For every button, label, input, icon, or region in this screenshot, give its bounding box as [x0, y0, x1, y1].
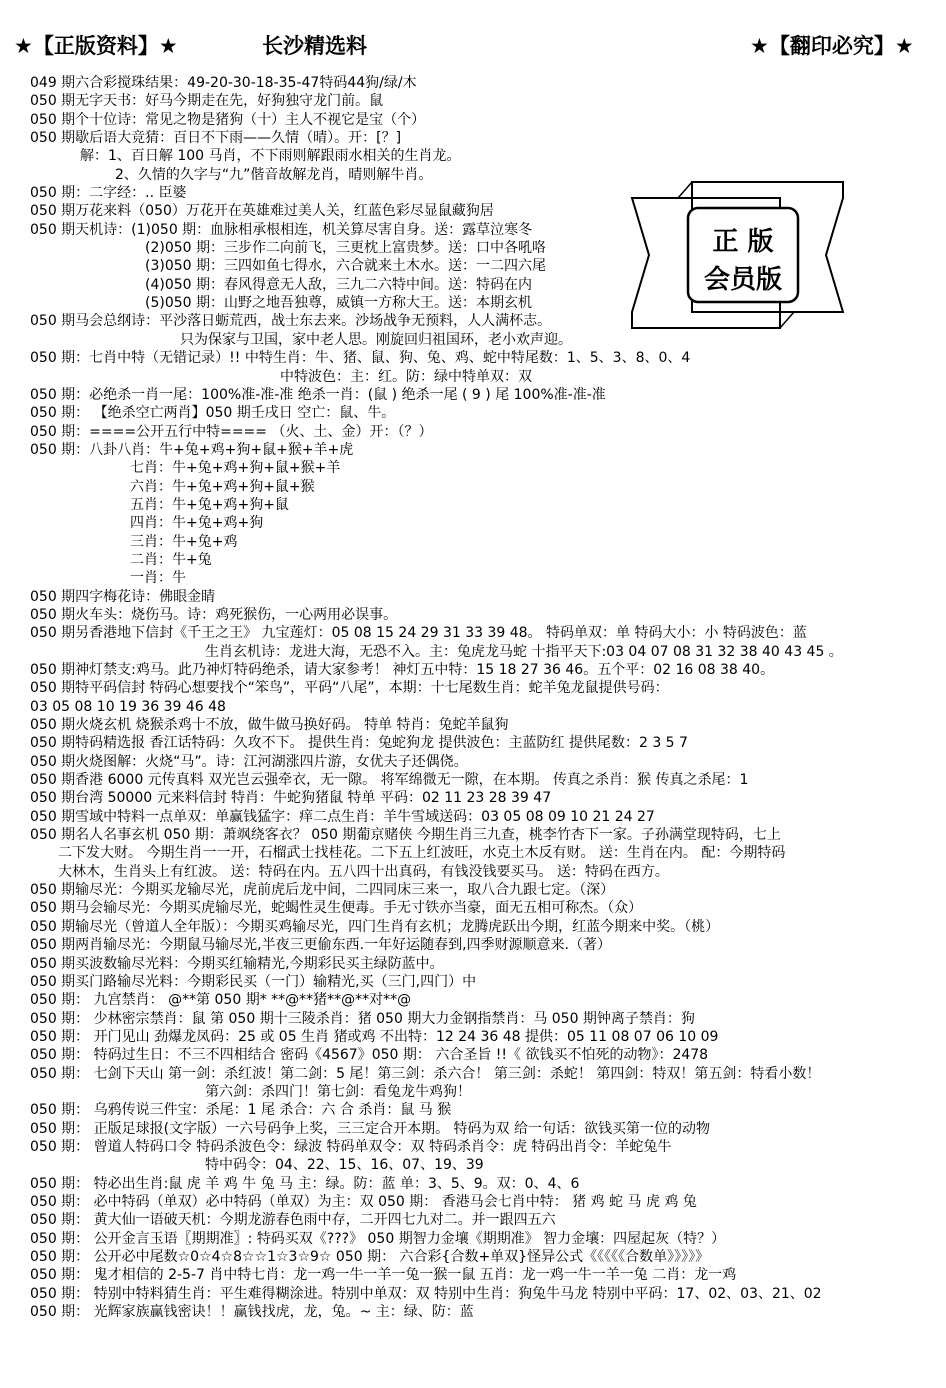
- text-line: 050 期： 乌鸦传说三件宝：杀尾：1 尾 杀合：六 合 杀肖：鼠 马 猴: [30, 1102, 452, 1119]
- page-header: [0, 0, 946, 70]
- text-line: 050 期： 正版足球报(文字版）一六号码争上奖，三三定合开本期。 特码为双 给一句话：欲钱买第一位的动物: [30, 1120, 710, 1137]
- text-line: 特中码令：04、22、15、16、07、19、39: [205, 1157, 484, 1174]
- text-line: 050 期： 必中特码（单双）必中特码（单双）为主：双 050 期： 香港马会七肖中特： 猪 鸡 蛇 马 虎 鸡 兔: [30, 1193, 697, 1210]
- text-line: 第六剑：杀四门！第七剑：看兔龙牛鸡狗！: [205, 1083, 471, 1100]
- text-line: 050 期： 特必出生肖:鼠 虎 羊 鸡 牛 兔 马 主：绿。防：蓝 单：3、5、9。双：0、4、6: [30, 1175, 580, 1192]
- text-line: 050 期神灯禁支:鸡马。此乃神灯特码绝杀，请大家参考！ 神灯五中特：15 18 27 36 46。五个平：02 16 08 38 40。: [30, 662, 775, 678]
- text-line: 050 期买门路输尽光料：今期彩民买（一门）输精光,买（三门,四门）中: [30, 973, 477, 990]
- text-line: 050 期： 开门见山 劲爆龙凤码：25 或 05 生肖 猪或鸡 不出特：12 24 36 48 提供：05 11 08 07 06 10 09: [30, 1028, 719, 1045]
- text-line: 中特波色：主：红。防：绿中特单双：双: [280, 368, 532, 385]
- text-line: 生肖玄机诗：龙进大海，无恐不入。主：兔虎龙马蛇 十指平天下:03 04 07 08 31 32 38 40 43 45 。: [205, 643, 843, 660]
- text-line: 050 期火烧玄机 烧猴杀鸡十不放，做牛做马换好码。 特单 特肖：兔蛇羊鼠狗: [30, 717, 509, 734]
- text-line: 050 期： 【绝杀空亡两肖】050 期壬戌日 空亡：鼠、牛。: [30, 405, 396, 422]
- text-line: 050 期：====公开五行中特==== （火、土、金）开：（？）: [30, 423, 433, 440]
- text-line: 050 期： 九宫禁肖： @**第 050 期* **@**猪**@**对**@: [30, 992, 412, 1009]
- text-line: 050 期： 少林密宗禁肖：鼠 第 050 期十三陵杀肖：猪 050 期大力金钢指禁肖：马 050 期钟离子禁肖：狗: [30, 1010, 695, 1027]
- text-line: 050 期输尽光：今期买龙输尽光，虎前虎后龙中间，二四同床三来一，取八合九跟七定。（深）: [30, 882, 615, 899]
- text-line: 050 期另香港地下信封《千王之王》 九宝莲灯：05 08 15 24 29 31 33 39 48。 特码单双：单 特码大小：小 特码波色：蓝: [30, 625, 807, 642]
- text-line: (5)050 期：山野之地吾独尊，威镇一方称大王。送：本期玄机: [145, 295, 533, 312]
- text-line: 050 期： 曾道人特码口令 特码杀波色令：绿波 特码单双令：双 特码杀肖令：虎 特码出肖令：羊蛇兔牛: [30, 1138, 672, 1155]
- text-line: 050 期台湾 50000 元来料信封 特肖：牛蛇狗猪鼠 特单 平码：02 11 23 28 39 47: [30, 790, 552, 807]
- text-line: 050 期火烧图解：火烧“马”。诗：江河湖涨四片游，女优夫子还偶侥。: [30, 753, 468, 770]
- stamp-line-2: 会员版: [703, 265, 783, 295]
- text-line: 050 期： 黄大仙一语破天机：今期龙游春色雨中存，二开四七九对二。并一跟四五六: [30, 1212, 556, 1229]
- text-line: 03 05 08 10 19 36 39 46 48: [30, 698, 226, 715]
- text-line: 050 期： 特码过生日：不三不四相结合 密码《4567》050 期： 六合圣旨 !!《 欲钱买不怕死的动物》：2478: [30, 1047, 709, 1064]
- text-line: 2、久情的久字与“九”偕音故解龙肖，晴则解牛肖。: [115, 166, 433, 183]
- member-edition-stamp: [630, 180, 845, 330]
- text-line: 050 期：八卦八肖：牛+兔+鸡+狗+鼠+猴+羊+虎: [30, 441, 354, 458]
- text-line: 050 期特平码信封 特码心想要找个“笨鸟”，平码“八尾”，本期：十七尾数生肖：蛇羊兔龙鼠提供号码：: [30, 680, 669, 697]
- text-line: 050 期名人名事玄机 050 期：萧飒绕客衣？ 050 期葡京赌侠 今期生肖三九查，桃李竹杏下一家。子孙满堂现特码，七上: [30, 827, 781, 844]
- text-line: 二肖：牛+兔: [130, 551, 212, 568]
- text-line: 一肖：牛: [130, 570, 186, 587]
- text-line: 050 期：七肖中特（无错记录）!! 中特生肖：牛、猪、鼠、狗、兔、鸡、蛇中特尾数：1、5、3、8、0、4: [30, 350, 691, 367]
- text-line: 七肖：牛+兔+鸡+狗+鼠+猴+羊: [130, 460, 341, 477]
- text-line: 050 期： 鬼才相信的 2-5-7 肖中特七肖：龙一鸡一牛一羊一兔一猴一鼠 五肖：龙一鸡一牛一羊一兔 二肖：龙一鸡: [30, 1267, 737, 1284]
- text-line: 050 期马会输尽光：今期买虎输尽光，蛇蝎性灵生便毒。手无寸铁亦当豪，面无五相可称杰。（众）: [30, 900, 643, 917]
- text-line: 050 期个十位诗：常见之物是猪狗（十）主人不视它是宝（个）: [30, 111, 426, 128]
- text-line: 050 期雪域中特料一点单双：单赢钱猛字：痒二点生肖：羊牛雪域送码：03 05 08 09 10 21 24 27: [30, 808, 655, 825]
- text-line: 050 期特码精选报 香江话特码：久攻不下。 提供生肖：兔蛇狗龙 提供波色：主蓝防红 提供尾数：2 3 5 7: [30, 735, 688, 752]
- text-line: 050 期两肖输尽光：今期鼠马输尽光,半夜三更偷东西.一年好运随春到,四季财源顺意来.（著）: [30, 937, 611, 954]
- text-line: 050 期天机诗：(1)050 期：血脉相承根相连，机关算尽害自身。送：露草泣寒冬: [30, 221, 533, 238]
- text-line: 049 期六合彩搅珠结果：49-20-30-18-35-47特码44狗/绿/木: [30, 75, 417, 91]
- text-line: 050 期马会总纲诗：平沙落日蛎荒西，战士东去来。沙场战争无预料，人人满杯志。: [30, 313, 552, 330]
- header-left-label: ★【正版资料】★: [14, 34, 178, 58]
- text-line: (2)050 期：三步作二向前飞，三更枕上富贵梦。送：口中各吼咯: [145, 240, 547, 257]
- text-line: 050 期输尽光（曾道人全年版）：今期买鸡输尽光，四门生肖有玄机；龙腾虎跃出今期，红蓝今期来中奖。（桃）: [30, 918, 720, 935]
- text-line: (3)050 期：三四如鱼七得水，六合就来土木水。送：一二四六尾: [145, 258, 547, 275]
- text-line: 050 期万花来料（050）万花开在英雄难过美人关，红蓝色彩尽显鼠藏狗居: [30, 203, 494, 220]
- text-line: 五肖：牛+兔+鸡+狗+鼠: [130, 496, 289, 513]
- text-line: 大林木，生肖头上有红波。 送：特码在内。五八四十出真码，有钱没钱要买马。 送：特码在西方。: [58, 863, 669, 880]
- page-title: 长沙精选料: [262, 34, 367, 58]
- text-line: (4)050 期：春风得意无人敌，三九二六特中间。送：特码在内: [145, 276, 533, 293]
- text-line: 只为保家与卫国，家中老人思。刚旋回归祖国环，老小欢声迎。: [180, 331, 572, 348]
- text-line: 三肖：牛+兔+鸡: [130, 533, 238, 550]
- text-line: 050 期： 特别中特料猜生肖：平生难得糊涂进。特别中单双：双 特别中生肖：狗兔牛马龙 特别中平码：17、02、03、21、02: [30, 1285, 822, 1302]
- text-line: 050 期四字梅花诗：佛眼金睛: [30, 588, 216, 605]
- stamp-line-1: 正 版: [712, 227, 774, 257]
- text-line: 050 期火车头：烧伤马。诗：鸡死猴伤，一心两用必误事。: [30, 606, 398, 623]
- text-line: 050 期： 公开金言玉语〖期期准〗: 特码买双《???》 050 期智力金壤《期期准》 智力金壤：四屋起灰（特？）: [30, 1230, 726, 1247]
- text-line: 050 期：必绝杀一肖一尾：100%准-准-准 绝杀一肖：(鼠 ) 绝杀一尾 ( 9 ) 尾 100%准-准-准: [30, 386, 606, 403]
- text-line: 050 期： 七剑下天山 第一剑：杀红波！第二剑：5 尾！第三剑：杀六合！ 第三剑：杀蛇！ 第四剑：特双！第五剑：特看小数！: [30, 1065, 821, 1082]
- text-line: 四肖：牛+兔+鸡+狗: [130, 515, 264, 532]
- text-line: 六肖：牛+兔+鸡+狗+鼠+猴: [130, 478, 315, 495]
- text-line: 050 期香港 6000 元传真料 双光岂云强牵衣，无一隙。 将军绵微无一隙，在本期。 传真之杀肖：猴 传真之杀尾：1: [30, 772, 749, 789]
- header-right-label: ★【翻印必究】★: [750, 34, 914, 58]
- text-line: 050 期： 光辉家族赢钱密诀！！赢钱找虎，龙，兔。~ 主：绿、防：蓝: [30, 1304, 474, 1321]
- text-line: 解：1、百日解 100 马肖，不下雨则解跟雨水相关的生肖龙。: [80, 148, 461, 165]
- text-line: 050 期：二字经：.. 臣婆: [30, 185, 187, 202]
- text-line: 050 期买波数输尽光料：今期买红输精光,今期彩民买主绿防蓝中。: [30, 955, 444, 972]
- text-line: 050 期： 公开必中尾数☆0☆4☆8☆☆1☆3☆9☆ 050 期： 六合彩{合数+单双}怪异公式《《《《《合数单》》》》》: [30, 1249, 710, 1265]
- text-line: 050 期无字天书：好马今期走在先，好狗独守龙门前。鼠: [30, 93, 384, 110]
- text-line: 050 期歇后语大竞猜：百日不下雨——久情（晴）。开：[？]: [30, 130, 402, 147]
- text-line: 二下发大财。 今期生肖一一开，石榴武士找桂花。二下五上红波旺，水克土木反有财。 送：生肖在内。 配：今期特码: [58, 845, 786, 862]
